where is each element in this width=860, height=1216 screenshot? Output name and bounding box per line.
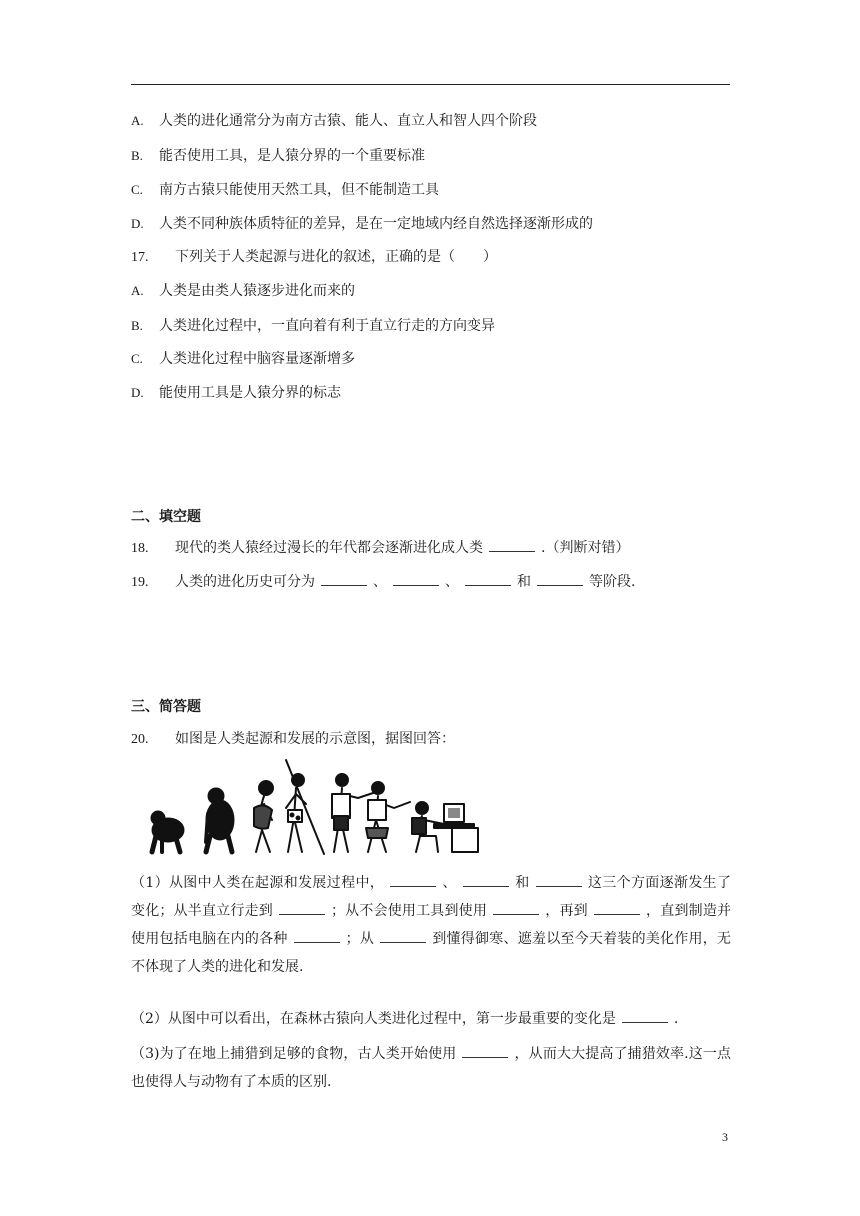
answer-blank[interactable] (393, 573, 439, 586)
human-evolution-illustration (146, 758, 490, 858)
answer-blank[interactable] (463, 874, 509, 887)
answer-blank[interactable] (622, 1010, 668, 1023)
answer-blank[interactable] (537, 573, 583, 586)
answer-blank[interactable] (465, 573, 511, 586)
answer-blank[interactable] (489, 539, 535, 552)
option-c: C. 南方古猿只能使用天然工具，但不能制造工具 (131, 182, 439, 198)
section-title-fill-blank: 二、填空题 (131, 509, 201, 525)
question-20: 20. 如图是人类起源和发展的示意图，据图回答： (131, 731, 455, 747)
answer-blank[interactable] (462, 1045, 508, 1058)
answer-blank[interactable] (279, 902, 325, 915)
answer-blank[interactable] (390, 874, 436, 887)
option-a: A. 人类的进化通常分为南方古猿、能人、直立人和智人四个阶段 (131, 113, 537, 129)
section-title-short-answer: 三、简答题 (131, 699, 201, 715)
evolution-figure-3 (254, 781, 273, 852)
q17-option-d: D. 能使用工具是人猿分界的标志 (131, 385, 341, 401)
question-17: 17. 下列关于人类起源与进化的叙述，正确的是（ ） (131, 249, 497, 265)
question-19: 19. 人类的进化历史可分为 、 、 和 等阶段. (131, 574, 636, 590)
answer-blank[interactable] (380, 930, 426, 943)
evolution-figure-4 (286, 760, 324, 854)
question-18: 18. 现代的类人猿经过漫长的年代都会逐渐进化成人类 .（判断对错） (131, 540, 630, 556)
evolution-figure-1 (151, 811, 184, 852)
evolution-figure-7 (412, 802, 478, 852)
evolution-figure-2 (206, 788, 234, 852)
answer-blank[interactable] (321, 573, 367, 586)
answer-paragraph-3: （3)为了在地上捕猎到足够的食物，古人类开始使用 ，从而大大提高了捕猎效率.这一点也使得人与动物有了本质的区别. (131, 1046, 731, 1090)
page-number: 3 (722, 1130, 728, 1144)
q17-option-a: A. 人类是由类人猿逐步进化而来的 (131, 283, 355, 299)
answer-paragraph-1: （1）从图中人类在起源和发展过程中， 、 和 这三个方面逐渐发生了变化；从半直立行走到 ；从不会使用工具到使用 ，再到 ，直到制造并使用包括电脑在内的各种 ；从 到懂得御寒、遮羞以至今天着装的美化作用，无不体现了人类的进化和发展. (131, 875, 732, 975)
answer-blank[interactable] (594, 902, 640, 915)
q17-option-c: C. 人类进化过程中脑容量逐渐增多 (131, 351, 355, 367)
header-rule (131, 84, 730, 85)
answer-blank[interactable] (294, 930, 340, 943)
option-d: D. 人类不同种族体质特征的差异，是在一定地域内经自然选择逐渐形成的 (131, 216, 593, 232)
answer-paragraph-2: （2）从图中可以看出，在森林古猿向人类进化过程中，第一步最重要的变化是 . (131, 1011, 679, 1027)
q17-option-b: B. 人类进化过程中，一直向着有利于直立行走的方向变异 (131, 318, 495, 334)
option-b: B. 能否使用工具，是人猿分界的一个重要标准 (131, 148, 425, 164)
answer-blank[interactable] (536, 874, 582, 887)
answer-blank[interactable] (493, 902, 539, 915)
